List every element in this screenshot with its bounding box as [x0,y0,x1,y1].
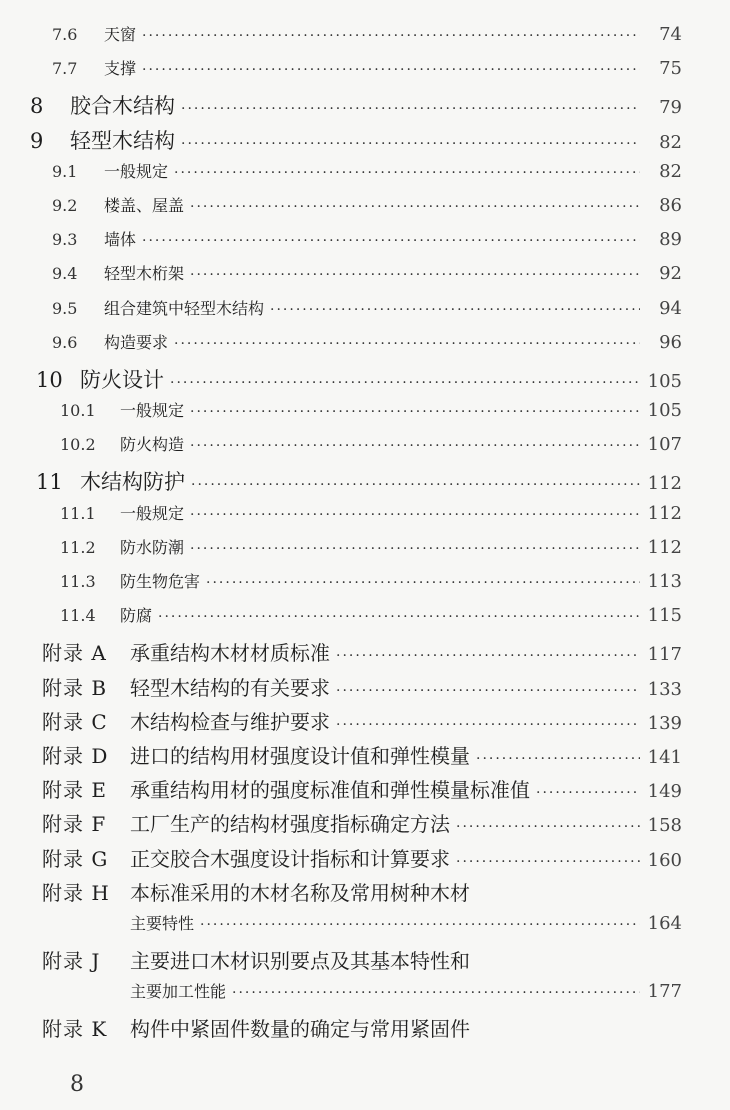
toc-dot-leader [200,917,640,933]
toc-entry[interactable] [0,22,730,56]
toc-entry[interactable] [0,227,730,261]
toc-dot-leader [191,477,640,493]
toc-entry-title: 本标准采用的木材名称及常用树种木材 [130,880,470,905]
toc-entry-title: 楼盖、屋盖 [104,195,185,215]
toc-entry-page: 75 [659,58,682,80]
toc-dot-leader [181,136,640,152]
toc-entry[interactable] [0,535,730,569]
toc-entry-number: 9.5 [52,298,78,318]
toc-entry-page: 74 [659,24,682,45]
toc-entry-title: 防生物危害 [120,572,201,591]
toc-dot-leader [190,199,640,215]
toc-entry[interactable] [0,945,730,979]
toc-entry-title: 进口的结构用材强度设计值和弹性模量 [130,743,470,768]
toc-entry-page: 160 [647,849,682,871]
toc-entry-number: 附录 C [42,709,108,734]
toc-entry-title: 一般规定 [120,503,185,523]
toc-entry-page: 117 [647,644,682,666]
toc-entry-title: 胶合木结构 [70,94,175,119]
toc-entry-number: 附录 E [42,778,107,803]
toc-entry-page: 112 [647,536,682,558]
toc-entry[interactable] [0,911,730,945]
toc-entry-title: 墙体 [104,230,137,250]
toc-entry-title: 组合建筑中轻型木结构 [104,298,265,318]
toc-dot-leader [456,854,640,870]
toc-entry[interactable] [0,398,730,432]
toc-entry-number: 11.2 [60,537,96,557]
toc-dot-leader [190,541,640,557]
toc-entry-number: 10.2 [60,435,96,455]
toc-entry-title: 轻型木桁架 [104,264,185,284]
toc-entry[interactable] [0,159,730,193]
toc-entry-title: 承重结构用材的强度标准值和弹性模量标准值 [130,778,530,803]
toc-entry[interactable] [0,56,730,90]
toc-entry-number: 9 [30,128,44,153]
toc-entry-page: 141 [647,746,682,768]
toc-entry-page: 79 [659,97,682,119]
toc-entry-title: 构造要求 [104,332,169,352]
toc-dot-leader [456,819,640,835]
toc-entry[interactable] [0,672,730,706]
toc-entry-title: 轻型木结构 [70,128,175,153]
toc-entry[interactable] [0,364,730,398]
toc-entry-number: 附录 H [42,880,110,905]
toc-dot-leader [181,101,640,117]
toc-entry[interactable] [0,432,730,466]
toc-entry-page: 115 [647,605,682,627]
toc-entry-title: 木结构防护 [80,470,185,495]
toc-entry[interactable] [0,569,730,603]
toc-entry[interactable] [0,501,730,535]
toc-dot-leader [142,62,640,78]
toc-entry-number: 9.1 [52,161,78,181]
toc-dot-leader [190,404,640,420]
toc-entry-number: 11.4 [60,606,96,626]
toc-entry-page: 105 [647,400,682,422]
toc-entry-page: 96 [659,331,682,353]
toc-entry-number: 11 [36,470,63,495]
toc-entry-number: 10.1 [60,401,96,421]
toc-entry-page: 149 [647,781,682,803]
toc-entry-title: 防火设计 [80,367,164,392]
toc-dot-leader [174,165,640,181]
toc-entry-number: 7.6 [52,25,78,44]
toc-entry-page: 177 [647,981,682,1003]
toc-entry[interactable] [0,843,730,877]
toc-entry-title: 主要加工性能 [130,982,227,1002]
toc-dot-leader [190,438,640,454]
toc-entry[interactable] [0,330,730,364]
toc-entry[interactable] [0,603,730,637]
toc-entry[interactable] [0,466,730,500]
toc-entry-number: 9.6 [52,332,78,352]
toc-entry-title: 轻型木结构的有关要求 [130,675,330,700]
toc-entry-title: 主要特性 [130,913,195,933]
toc-entry-title: 木结构检查与维护要求 [130,709,330,734]
toc-entry-page: 82 [659,131,682,153]
toc-entry-number: 附录 J [42,949,101,974]
toc-entry-title: 承重结构木材材质标准 [130,641,330,666]
page-number: 8 [70,1072,84,1097]
toc-entry-title: 一般规定 [120,401,185,421]
toc-entry-title: 防水防潮 [120,537,185,557]
toc-entry-page: 107 [647,434,682,456]
toc-dot-leader [476,751,640,767]
toc-entry[interactable] [0,90,730,124]
toc-entry-page: 92 [659,263,682,285]
toc-dot-leader [206,575,640,591]
toc-entry-page: 89 [659,229,682,251]
toc-entry-number: 8 [30,94,44,119]
toc-entry-number: 9.4 [52,264,78,284]
toc-dot-leader [174,336,640,352]
toc-entry-page: 164 [647,912,682,934]
toc-dot-leader [232,985,640,1001]
toc-entry-page: 113 [647,571,682,592]
toc-entry-number: 10 [36,367,63,392]
toc-entry-number: 11.1 [60,503,96,523]
toc-entry-page: 94 [659,297,682,319]
toc-dot-leader [336,683,640,699]
toc-entry-number: 附录 D [42,743,109,768]
toc-entry[interactable] [0,706,730,740]
toc-entry-title: 支撑 [104,59,137,79]
toc-entry-page: 112 [647,502,682,524]
toc-entry[interactable] [0,637,730,671]
toc-entry-page: 139 [647,712,682,734]
toc-dot-leader [142,28,640,44]
toc-dot-leader [170,375,640,391]
toc-entry-title: 一般规定 [104,161,169,181]
toc-entry[interactable] [0,261,730,295]
toc-entry-title: 主要进口木材识别要点及其基本特性和 [130,949,470,974]
toc-entry[interactable] [0,877,730,911]
toc-entry-number: 11.3 [60,572,96,591]
toc-entry-title: 正交胶合木强度设计指标和计算要求 [130,846,450,871]
toc-entry-number: 附录 B [42,675,108,700]
toc-entry-page: 82 [659,160,682,182]
toc-entry-page: 158 [647,815,682,837]
toc-dot-leader [336,648,640,664]
toc-entry-title: 天窗 [104,25,137,44]
toc-entry[interactable] [0,296,730,330]
toc-entry-page: 105 [647,370,682,392]
toc-entry-number: 9.2 [52,195,78,215]
toc-dot-leader [190,267,640,283]
toc-entry[interactable] [0,774,730,808]
toc-entry-title: 防腐 [120,606,153,626]
toc-entry-page: 133 [647,678,682,700]
toc-entry-title: 防火构造 [120,435,185,455]
toc-dot-leader [158,609,640,625]
toc-dot-leader [336,717,640,733]
table-of-contents [0,22,730,1048]
toc-entry[interactable] [0,740,730,774]
toc-entry-page: 112 [647,473,682,495]
toc-entry[interactable] [0,979,730,1013]
toc-entry-number: 附录 A [42,641,107,666]
toc-entry-number: 附录 K [42,1017,108,1042]
toc-entry-number: 附录 G [42,846,109,871]
toc-entry-number: 7.7 [52,59,78,79]
toc-dot-leader [270,302,640,318]
toc-entry-number: 附录 F [42,812,107,837]
toc-entry[interactable] [0,193,730,227]
toc-entry[interactable] [0,125,730,159]
toc-entry-page: 86 [659,194,682,216]
toc-entry-number: 9.3 [52,230,78,250]
toc-entry[interactable] [0,808,730,842]
toc-entry-title: 构件中紧固件数量的确定与常用紧固件 [130,1017,470,1042]
toc-dot-leader [142,233,640,249]
toc-entry[interactable] [0,1013,730,1047]
toc-dot-leader [190,507,640,523]
toc-dot-leader [536,785,640,801]
toc-entry-title: 工厂生产的结构材强度指标确定方法 [130,812,450,837]
